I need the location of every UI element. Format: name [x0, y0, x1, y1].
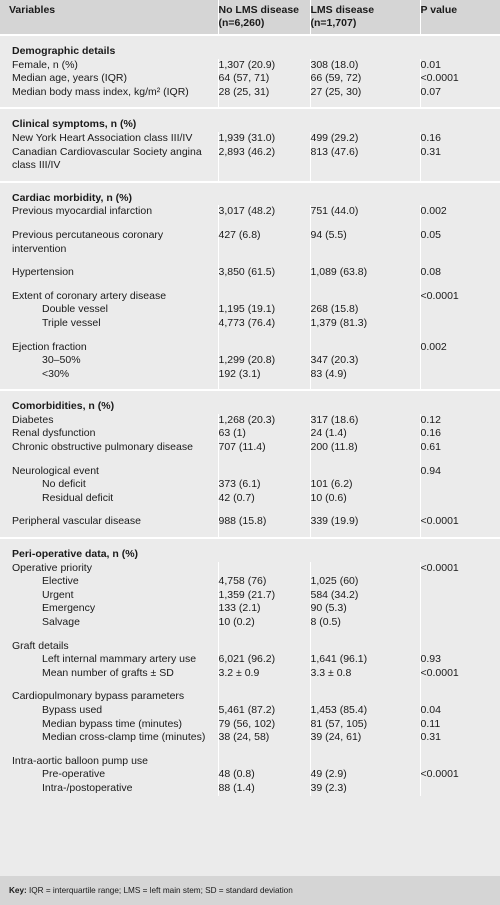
table-row [0, 478, 500, 492]
no-lms-value: 28 (25, 31) [218, 86, 310, 109]
row-label: 30–50% [0, 354, 218, 368]
table-row [0, 731, 500, 745]
table-row [0, 653, 500, 667]
header-no-lms: No LMS disease (n=6,260) [218, 0, 310, 35]
p-value: 0.61 [420, 441, 441, 454]
row-label: Chronic obstructive pulmonary disease [0, 441, 218, 455]
row-label: Mean number of grafts ± SD [0, 667, 218, 681]
table-row [0, 680, 500, 704]
section-title-row [0, 108, 500, 132]
p-value [420, 368, 500, 391]
p-value: 0.002 [420, 205, 447, 218]
key-text: IQR = interquartile range; LMS = left main stem; SD = standard deviation [29, 886, 293, 895]
lms-value [310, 745, 420, 769]
p-value [420, 478, 500, 492]
row-label: Canadian Cardiovascular Society angina class III/IV [0, 146, 218, 182]
row-label: Intra-/postoperative [0, 782, 218, 796]
no-lms-value [218, 745, 310, 769]
lms-value [310, 455, 420, 479]
row-label: <30% [0, 368, 218, 391]
row-label: Urgent [0, 589, 218, 603]
p-value: 0.94 [420, 464, 441, 477]
row-label: Triple vessel [0, 317, 218, 331]
table-row [0, 427, 500, 441]
no-lms-value: 133 (2.1) [218, 602, 310, 616]
p-value [420, 492, 500, 506]
p-value: 0.01 [420, 58, 441, 71]
table-row [0, 562, 500, 576]
p-value: <0.0001 [420, 768, 459, 781]
row-label: Residual deficit [0, 492, 218, 506]
no-lms-value [218, 280, 310, 304]
no-lms-value: 427 (6.8) [218, 219, 310, 256]
no-lms-value: 38 (24, 58) [218, 731, 310, 745]
table-row [0, 256, 500, 280]
p-value: 0.31 [420, 145, 441, 158]
section-title-row [0, 35, 500, 59]
lms-value: 8 (0.5) [310, 616, 420, 630]
p-value [420, 680, 500, 704]
no-lms-value: 4,758 (76) [218, 575, 310, 589]
row-label: Diabetes [0, 414, 218, 428]
table-row [0, 745, 500, 769]
no-lms-value [218, 331, 310, 355]
section-title: Cardiac morbidity, n (%) [0, 182, 500, 206]
table-row [0, 575, 500, 589]
table-row [0, 718, 500, 732]
no-lms-value: 192 (3.1) [218, 368, 310, 391]
p-value: 0.08 [420, 266, 441, 279]
lms-value: 90 (5.3) [310, 602, 420, 616]
lms-value: 268 (15.8) [310, 303, 420, 317]
lms-value [310, 630, 420, 654]
lms-value: 3.3 ± 0.8 [310, 667, 420, 681]
no-lms-value: 1,307 (20.9) [218, 59, 310, 73]
row-label: Female, n (%) [0, 59, 218, 73]
p-value: 0.05 [420, 228, 441, 241]
lms-value: 200 (11.8) [310, 441, 420, 455]
lms-value: 66 (59, 72) [310, 72, 420, 86]
p-value: 0.07 [420, 85, 441, 98]
table-row [0, 782, 500, 796]
p-value [420, 317, 500, 331]
section-title-row [0, 538, 500, 562]
no-lms-value: 3.2 ± 0.9 [218, 667, 310, 681]
no-lms-value: 373 (6.1) [218, 478, 310, 492]
p-value [420, 354, 500, 368]
lms-value: 751 (44.0) [310, 205, 420, 219]
p-value [420, 745, 500, 769]
row-label: Elective [0, 575, 218, 589]
row-label: Previous myocardial infarction [0, 205, 218, 219]
p-value [420, 782, 500, 796]
lms-value: 81 (57, 105) [310, 718, 420, 732]
row-label: New York Heart Association class III/IV [0, 132, 218, 146]
lms-value: 813 (47.6) [310, 146, 420, 182]
table-row [0, 59, 500, 73]
p-value [420, 602, 500, 616]
table-row [0, 331, 500, 355]
table-row [0, 414, 500, 428]
lms-value: 584 (34.2) [310, 589, 420, 603]
p-value: <0.0001 [420, 515, 459, 528]
row-label: Double vessel [0, 303, 218, 317]
no-lms-value: 48 (0.8) [218, 768, 310, 782]
table-row [0, 455, 500, 479]
p-value [420, 630, 500, 654]
p-value [420, 589, 500, 603]
section-title-row [0, 390, 500, 414]
lms-value: 101 (6.2) [310, 478, 420, 492]
p-value: 0.16 [420, 427, 441, 440]
table-row [0, 354, 500, 368]
key-label: Key: [9, 886, 27, 895]
table-row [0, 86, 500, 109]
row-label: Emergency [0, 602, 218, 616]
lms-value: 1,379 (81.3) [310, 317, 420, 331]
p-value: 0.002 [420, 340, 447, 353]
p-value: 0.04 [420, 703, 441, 716]
section-title: Comorbidities, n (%) [0, 390, 500, 414]
header-lms: LMS disease (n=1,707) [310, 0, 420, 35]
lms-value: 1,025 (60) [310, 575, 420, 589]
table-row [0, 505, 500, 538]
row-label: Neurological event [0, 455, 218, 479]
row-label: Median cross-clamp time (minutes) [0, 731, 218, 745]
row-label: Graft details [0, 630, 218, 654]
no-lms-value: 3,850 (61.5) [218, 256, 310, 280]
table-row [0, 368, 500, 391]
no-lms-value [218, 630, 310, 654]
p-value: 0.12 [420, 413, 441, 426]
lms-value: 1,453 (85.4) [310, 704, 420, 718]
p-value: <0.0001 [420, 666, 459, 679]
lms-value: 499 (29.2) [310, 132, 420, 146]
no-lms-value: 4,773 (76.4) [218, 317, 310, 331]
no-lms-value: 1,268 (20.3) [218, 414, 310, 428]
no-lms-value: 88 (1.4) [218, 782, 310, 796]
lms-value: 1,641 (96.1) [310, 653, 420, 667]
table-row [0, 280, 500, 304]
no-lms-value: 707 (11.4) [218, 441, 310, 455]
lms-value [310, 680, 420, 704]
no-lms-value: 42 (0.7) [218, 492, 310, 506]
lms-value: 39 (2.3) [310, 782, 420, 796]
lms-value: 94 (5.5) [310, 219, 420, 256]
p-value [420, 303, 500, 317]
table-row [0, 146, 500, 182]
table-row [0, 72, 500, 86]
no-lms-value: 1,359 (21.7) [218, 589, 310, 603]
lms-value: 49 (2.9) [310, 768, 420, 782]
row-label: Median bypass time (minutes) [0, 718, 218, 732]
table-row [0, 704, 500, 718]
no-lms-value [218, 562, 310, 576]
table-row [0, 303, 500, 317]
lms-value: 10 (0.6) [310, 492, 420, 506]
table-row [0, 616, 500, 630]
lms-value: 1,089 (63.8) [310, 256, 420, 280]
p-value: 0.16 [420, 131, 441, 144]
lms-value [310, 562, 420, 576]
table-header-row [0, 0, 500, 35]
row-label: Ejection fraction [0, 331, 218, 355]
lms-value: 27 (25, 30) [310, 86, 420, 109]
table-row [0, 630, 500, 654]
row-label: Salvage [0, 616, 218, 630]
no-lms-value: 79 (56, 102) [218, 718, 310, 732]
row-label: Intra-aortic balloon pump use [0, 745, 218, 769]
p-value: 0.11 [420, 717, 441, 730]
lms-value: 24 (1.4) [310, 427, 420, 441]
no-lms-value: 2,893 (46.2) [218, 146, 310, 182]
table-row [0, 317, 500, 331]
lms-value: 347 (20.3) [310, 354, 420, 368]
no-lms-value: 988 (15.8) [218, 505, 310, 538]
no-lms-value: 5,461 (87.2) [218, 704, 310, 718]
lms-value: 308 (18.0) [310, 59, 420, 73]
row-label: Hypertension [0, 256, 218, 280]
no-lms-value: 63 (1) [218, 427, 310, 441]
lms-value: 339 (19.9) [310, 505, 420, 538]
row-label: No deficit [0, 478, 218, 492]
table-row [0, 219, 500, 256]
p-value: <0.0001 [420, 561, 459, 574]
lms-value [310, 280, 420, 304]
no-lms-value: 3,017 (48.2) [218, 205, 310, 219]
section-title-row [0, 182, 500, 206]
row-label: Renal dysfunction [0, 427, 218, 441]
p-value: <0.0001 [420, 289, 459, 302]
table-row [0, 205, 500, 219]
no-lms-value: 1,939 (31.0) [218, 132, 310, 146]
row-label: Median body mass index, kg/m² (IQR) [0, 86, 218, 109]
table-row [0, 589, 500, 603]
lms-value: 317 (18.6) [310, 414, 420, 428]
no-lms-value: 1,195 (19.1) [218, 303, 310, 317]
section-title: Clinical symptoms, n (%) [0, 108, 500, 132]
lms-value: 83 (4.9) [310, 368, 420, 391]
row-label: Operative priority [0, 562, 218, 576]
row-label: Bypass used [0, 704, 218, 718]
p-value [420, 575, 500, 589]
row-label: Cardiopulmonary bypass parameters [0, 680, 218, 704]
row-label: Peripheral vascular disease [0, 505, 218, 538]
row-label: Median age, years (IQR) [0, 72, 218, 86]
no-lms-value: 10 (0.2) [218, 616, 310, 630]
section-title: Demographic details [0, 35, 500, 59]
no-lms-value [218, 455, 310, 479]
lms-value [310, 331, 420, 355]
row-label: Pre-operative [0, 768, 218, 782]
no-lms-value: 64 (57, 71) [218, 72, 310, 86]
table-row [0, 492, 500, 506]
p-value: 0.93 [420, 653, 441, 666]
p-value: <0.0001 [420, 72, 459, 85]
header-variables: Variables [0, 0, 218, 35]
table-row [0, 441, 500, 455]
section-title: Peri-operative data, n (%) [0, 538, 500, 562]
no-lms-value: 6,021 (96.2) [218, 653, 310, 667]
p-value: 0.31 [420, 731, 441, 744]
table-row [0, 132, 500, 146]
row-label: Previous percutaneous coronary intervention [0, 219, 218, 256]
lms-value: 39 (24, 61) [310, 731, 420, 745]
row-label: Extent of coronary artery disease [0, 280, 218, 304]
no-lms-value [218, 680, 310, 704]
table-row [0, 602, 500, 616]
no-lms-value: 1,299 (20.8) [218, 354, 310, 368]
p-value [420, 616, 500, 630]
row-label: Left internal mammary artery use [0, 653, 218, 667]
header-p-value: P value [420, 0, 500, 35]
table-row [0, 768, 500, 782]
table-key-footnote [0, 876, 500, 905]
table-row [0, 667, 500, 681]
